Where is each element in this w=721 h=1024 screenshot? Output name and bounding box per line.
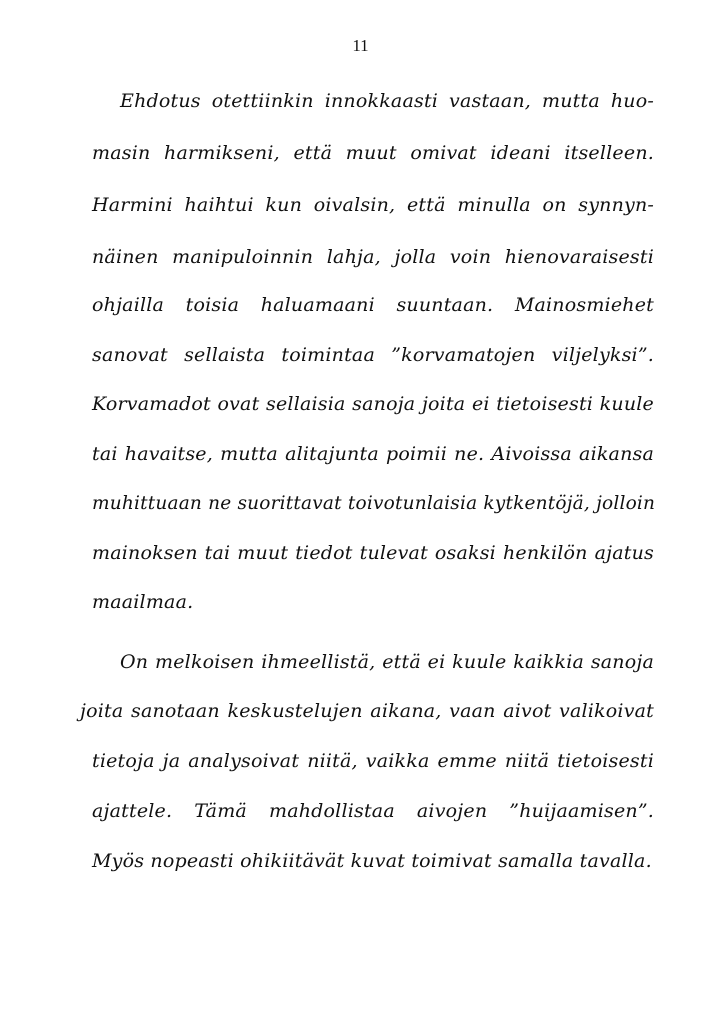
paragraph-2-line-2: joita sanotaan keskustelujen aikana, vaan aivot valikoivat [80, 700, 654, 722]
paragraph-1-line-1: Ehdotus otettiinkin innokkaasti vastaan, mutta huo- [120, 90, 654, 112]
paragraph-2-line-3: tietoja ja analysoivat niitä, vaikka emme niitä tietoisesti [92, 750, 654, 772]
paragraph-2-line-1: On melkoisen ihmeellistä, että ei kuule kaikkia sanoja [120, 651, 654, 673]
paragraph-1-line-11: maailmaa. [92, 591, 194, 613]
paragraph-1-line-7: Korvamadot ovat sellaisia sanoja joita ei tietoisesti kuule [92, 393, 654, 415]
paragraph-1-line-10: mainoksen tai muut tiedot tulevat osaksi henkilön ajatus [92, 542, 654, 564]
paragraph-2-line-4: ajattele. Tämä mahdollistaa aivojen ”huijaamisen”. [92, 800, 654, 822]
paragraph-2-line-5: Myös nopeasti ohikiitävät kuvat toimivat samalla tavalla. [92, 850, 652, 872]
paragraph-1-line-2: masin harmikseni, että muut omivat ideani itselleen. [92, 142, 654, 164]
paragraph-1-line-6: sanovat sellaista toimintaa ”korvamatojen viljelyksi”. [92, 344, 654, 366]
paragraph-1-line-8: tai havaitse, mutta alitajunta poimii ne. Aivoissa aikansa [92, 443, 654, 465]
paragraph-1-line-9: muhittuaan ne suorittavat toivotunlaisia kytkentöjä, jolloin [92, 493, 656, 514]
paragraph-1-line-5: ohjailla toisia haluamaani suuntaan. Mainosmiehet [92, 294, 654, 316]
paragraph-1-line-3: Harmini haihtui kun oivalsin, että minulla on synnyn- [92, 194, 654, 216]
page-number: 11 [352, 36, 369, 55]
paragraph-1-line-4: näinen manipuloinnin lahja, jolla voin hienovaraisesti [92, 246, 654, 268]
